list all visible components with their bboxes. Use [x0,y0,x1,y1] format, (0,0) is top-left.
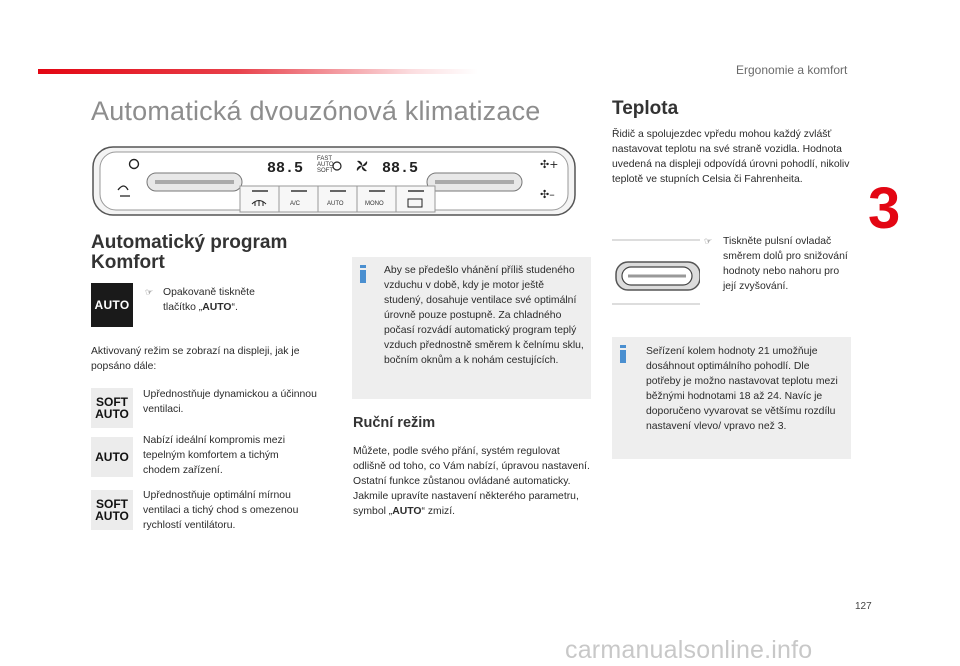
manual-heading: Ruční režim [353,415,436,431]
soft-auto-badge: SOFT AUTO [91,490,133,530]
auto-mode-badge: AUTO [91,437,133,477]
mode-line-fast: FAST [317,156,333,162]
page-number: 127 [855,601,872,612]
climate-panel-illustration [92,146,576,216]
instruction-bullet-icon: ☞ [704,236,713,246]
mode-line-auto: AUTO [317,162,334,168]
mode-description: Upřednostňuje dynamickou a účinnou ventilaci. [143,389,317,415]
info-icon [360,265,366,283]
manual-text: Můžete, podle svého přání, systém regulovat odlišně od toho, co Vám nabízí, úpravou nastavení. Ostatní funkce zůstanou ovládané automaticky. Jakmile upravíte nastavení některého parametru, symbol „AUTO“ zmizí. [353,446,590,517]
display-left: 88.5 [267,160,304,177]
mode-line-soft: SOFT [317,168,333,174]
temperature-instruction: Tiskněte pulsní ovladač směrem dolů pro snižování hodnoty nebo nahoru pro její zvyšování. [723,236,848,292]
temperature-text: Řidič a spolujezdec vpředu mohou každý zvlášť nastavovat teplotu na své straně vozidla. Hodnota uvedená na displeji odpovídá úrovni pohodlí, nikoliv teplotě ve stupních Celsia či Fahrenheita. [612,129,850,185]
mono-button-label: MONO [365,201,384,207]
watermark: carmanualsonline.info [565,636,813,664]
auto-program-heading: Automatický program Komfort [91,232,288,273]
temperature-knob-illustration [612,232,700,312]
chapter-number: 3 [868,176,901,241]
fan-minus-icon: ✣– [540,188,555,201]
ac-button-label: A/C [290,201,301,207]
section-name: Ergonomie a komfort [736,63,848,77]
temperature-note-box [612,337,851,459]
instruction-bullet-icon: ☞ [145,287,154,297]
display-right: 88.5 [382,160,419,177]
page-title: Automatická dvouzónová klimatizace [91,96,541,126]
soft-auto-badge: SOFT AUTO [91,388,133,428]
info-icon [620,345,626,363]
mode-description: Upřednostňuje optimální mírnou ventilaci a tichý chod s omezenou rychlostí ventilátoru. [143,490,299,531]
auto-instruction: Opakovaně tiskněte tlačítko „AUTO“. [163,287,255,313]
temperature-heading: Teplota [612,98,679,119]
auto-intro: Aktivovaný režim se zobrazí na displeji, jak je popsáno dále: [91,346,300,372]
auto-button-label: AUTO [327,201,344,207]
temperature-note-text: Seřízení kolem hodnoty 21 umožňuje dosáhnout optimálního pohodlí. Dle potřeby je možno nastavovat teplotu mezi běžnými hodnotami 18 až 24. Navíc je doporučeno vyvarovat se většímu rozdílu nastavení vlevo/ vpravo než 3. [646,346,838,432]
header-accent-bar [38,69,478,74]
mode-description: Nabízí ideální kompromis mezi tepelným komfortem a tichým chodem zařízení. [143,435,286,476]
info-note-box [352,257,591,399]
auto-badge: AUTO [91,283,133,327]
fan-plus-icon: ✣+ [540,158,559,171]
info-note-text: Aby se předešlo vhánění příliš studeného vzduchu v době, kdy je motor ještě studený, dosahuje ventilace své optimální úrovně pouze postupně. Za chladného počasí rozvádí automatický program teplý vzduch přednostně směrem k čelnímu sklu, bočním oknům a k nohám cestujících. [384,265,584,366]
